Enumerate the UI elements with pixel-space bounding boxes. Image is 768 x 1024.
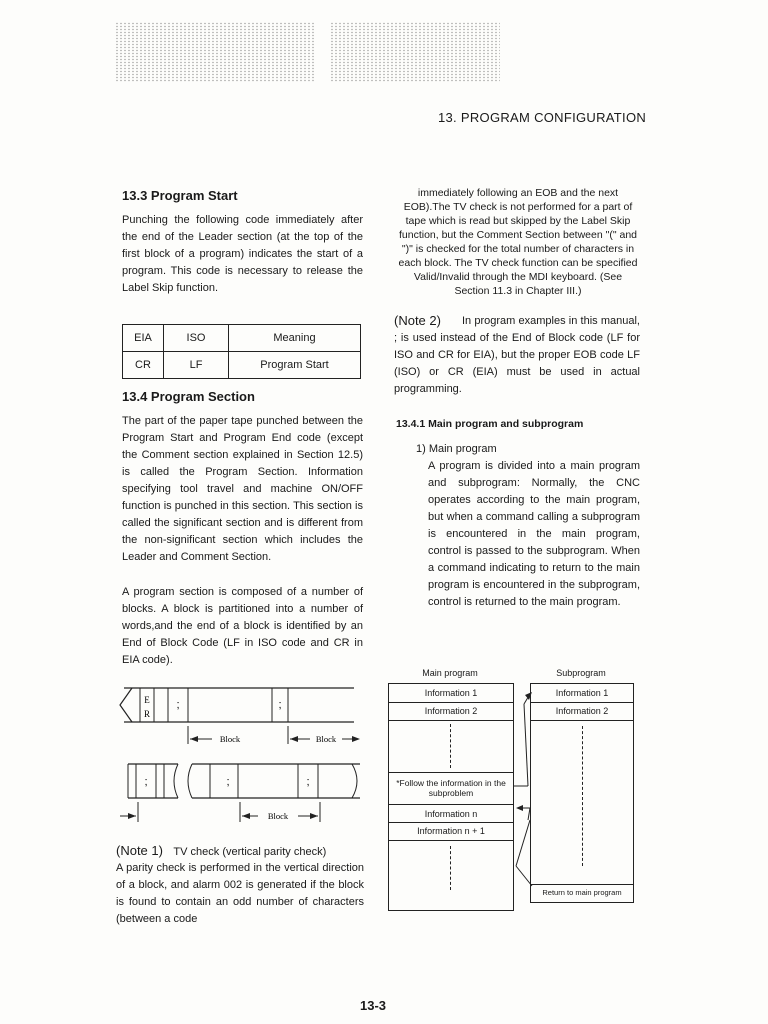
table-cell-meaning: Program Start bbox=[229, 352, 361, 379]
section-13-3-title: 13.3 Program Start bbox=[122, 188, 238, 203]
block-label: Block bbox=[267, 811, 289, 821]
section-13-4-title: 13.4 Program Section bbox=[122, 389, 255, 404]
scan-noise-right bbox=[330, 22, 500, 82]
flow-arrows bbox=[510, 690, 536, 910]
main-program-item-body: A program is divided into a main program and subprogram: Normally, the CNC operates according to the main program, but when a command calling a subprogram is encountered in the main program, control is passed to the subprogram. When a command indicating to return to the main program is encountered in the subprogram, control is returned to the main program. bbox=[428, 460, 640, 608]
section-13-4-body1: The part of the paper tape punched between the Program Start and Program End code (except the Comment section explained in Section 12.5) is called the Program Section. Information specifying tool travel and machine ON/OFF function is punched in this section. This section is called the significant section and is different from the non-significant section which includes the Leader and Comment Section. bbox=[122, 415, 363, 563]
subprogram-heading: Subprogram bbox=[556, 668, 606, 678]
eob-semicolon: ; bbox=[306, 776, 310, 788]
page-number: 13-3 bbox=[360, 998, 387, 1013]
table-header-eia: EIA bbox=[123, 325, 164, 352]
block-label: Block bbox=[315, 734, 337, 744]
table-row bbox=[123, 352, 361, 379]
tape-diagram bbox=[112, 682, 374, 832]
eob-bottom-letter: R bbox=[143, 709, 151, 719]
eob-semicolon: ; bbox=[144, 776, 148, 788]
note1-label: (Note 1) bbox=[116, 843, 163, 858]
table-header-iso: ISO bbox=[164, 325, 229, 352]
note1-body: A parity check is performed in the vertical direction of a block, and alarm 002 is generated if the block is found to contain an odd number of characters (between a code bbox=[116, 862, 364, 925]
note1 bbox=[116, 842, 364, 861]
note2-label: (Note 2) bbox=[394, 313, 441, 328]
eob-top-letter: E bbox=[144, 695, 150, 705]
tv-check-continuation: immediately following an EOB and the next EOB).The TV check is not performed for a part of tape which is read but skipped by the Label Skip function, but the Comment Section between "(" and ")" is checked for the total number of characters in each block. The TV check function can be specified Valid/Invalid through the MDI keyboard. (See Section 11.3 in Chapter III.) bbox=[398, 187, 638, 297]
eob-semicolon: ; bbox=[226, 776, 230, 788]
main-information-2: Information 2 bbox=[424, 706, 478, 716]
program-start-table bbox=[122, 324, 361, 379]
block-label: Block bbox=[219, 734, 241, 744]
eob-semicolon: ; bbox=[176, 699, 180, 711]
sub-information-2: Information 2 bbox=[555, 706, 609, 716]
table-cell-iso: LF bbox=[164, 352, 229, 379]
main-follow-note: *Follow the information in the subproblem bbox=[396, 778, 506, 798]
main-information-n-plus-1: Information n + 1 bbox=[417, 826, 485, 836]
scan-noise-left bbox=[115, 22, 315, 82]
page-header: 13. PROGRAM CONFIGURATION bbox=[438, 110, 647, 125]
note2-body: In program examples in this manual, ; is used instead of the End of Block code (LF for ISO and CR for EIA), but the proper EOB code LF (ISO) or CR (EIA) must be used in actual programming. bbox=[394, 315, 640, 395]
sub-information-1: Information 1 bbox=[555, 688, 609, 698]
subsection-13-4-1-title: 13.4.1 Main program and subprogram bbox=[396, 418, 584, 430]
main-program-heading: Main program bbox=[422, 668, 478, 678]
main-program-item-title: 1) Main program bbox=[416, 443, 497, 455]
table-cell-eia: CR bbox=[123, 352, 164, 379]
sub-return-note: Return to main program bbox=[542, 888, 622, 897]
table-header-row bbox=[123, 325, 361, 352]
eob-semicolon: ; bbox=[278, 699, 282, 711]
section-13-3-body: Punching the following code immediately after the end of the Leader section (at the top of the first block of a program) indicates the start of a program. This code is necessary to release the Label Skip function. bbox=[122, 214, 363, 294]
section-13-4-body2: A program section is composed of a number of blocks. A block is partitioned into a number of words,and the end of a block is identified by an End of Block Code (LF in ISO code and CR in EIA code). bbox=[122, 586, 363, 666]
main-information-n: Information n bbox=[424, 809, 478, 819]
table-header-meaning: Meaning bbox=[229, 325, 361, 352]
main-information-1: Information 1 bbox=[424, 688, 478, 698]
note1-text: TV check (vertical parity check) bbox=[173, 846, 327, 858]
